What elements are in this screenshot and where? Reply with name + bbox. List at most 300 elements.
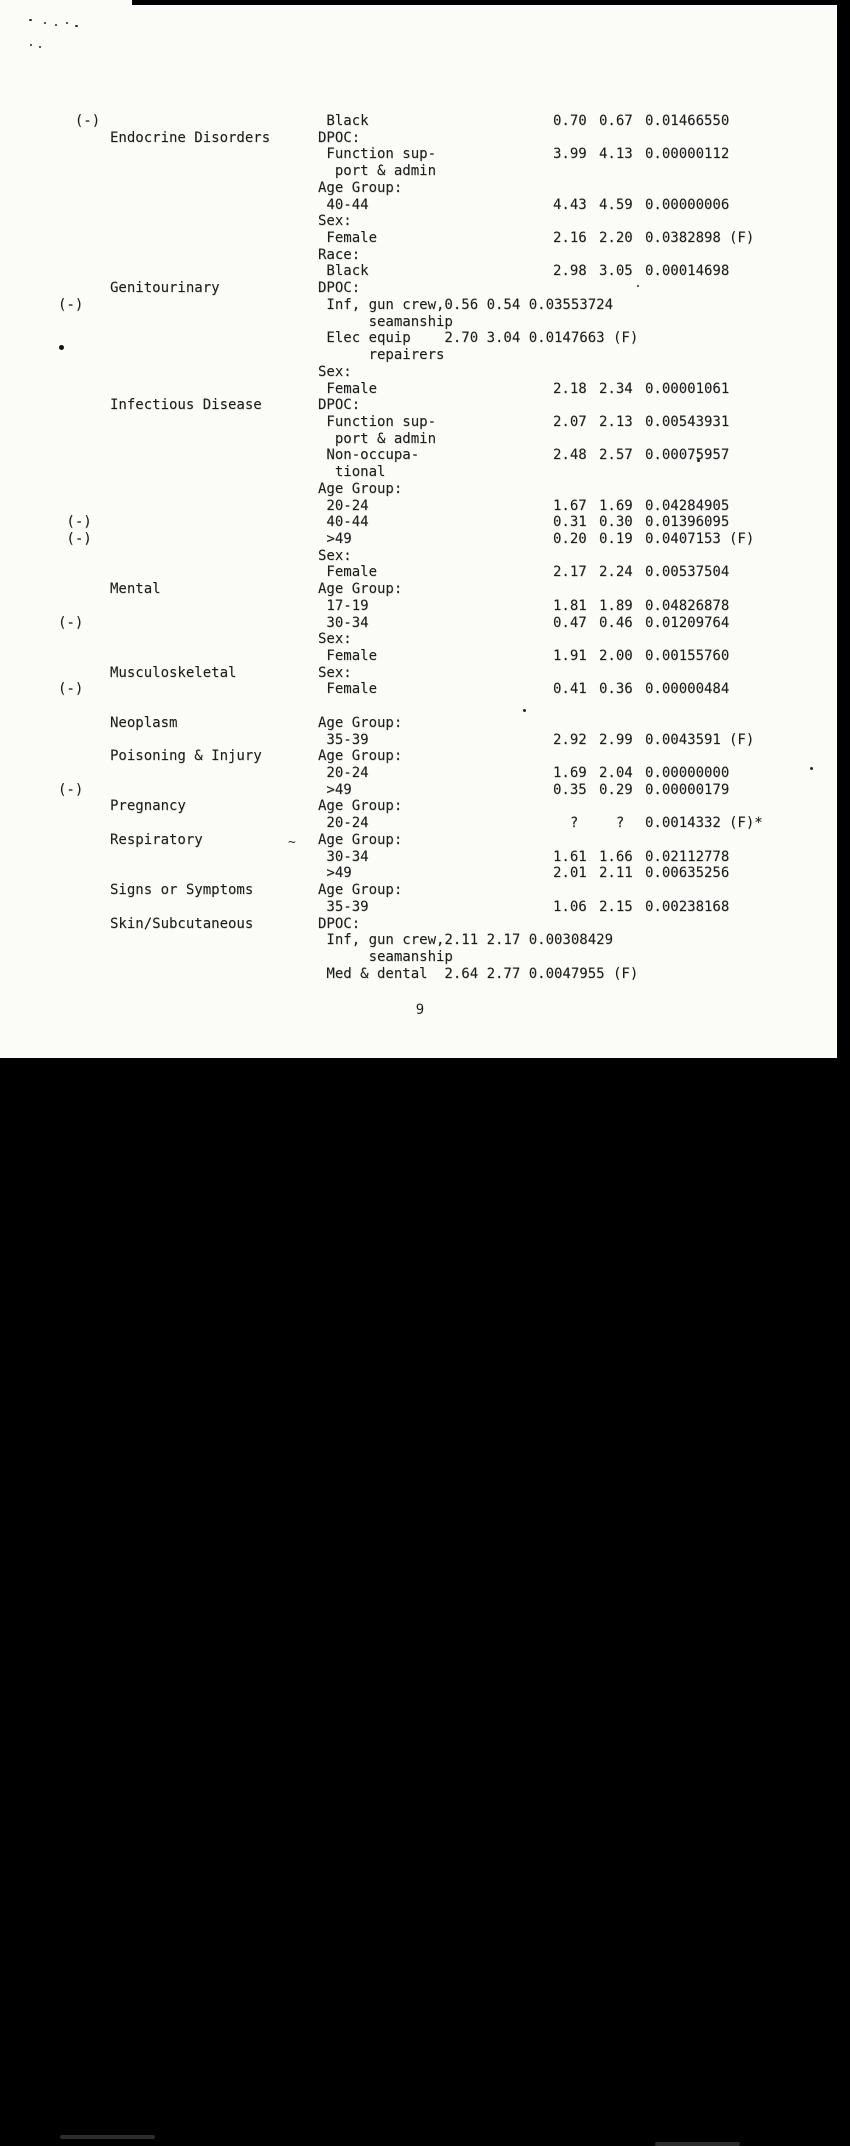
row-label: Age Group: — [318, 179, 403, 196]
scan-artifact — [44, 22, 46, 24]
row-value-2: 4.13 — [599, 146, 633, 163]
table-row — [58, 447, 763, 464]
row-value-1: 0.47 — [553, 614, 587, 631]
scanned-page — [0, 0, 840, 1060]
row-category — [110, 481, 318, 498]
row-label: Age Group: — [318, 714, 403, 731]
row-marker — [58, 481, 110, 498]
row-value-3: 0.04284905 — [645, 497, 730, 514]
table-row — [58, 932, 763, 949]
row-marker — [58, 230, 110, 247]
table-row — [58, 631, 763, 648]
table-row — [58, 698, 763, 715]
row-marker — [58, 631, 110, 648]
scan-edge-bottom — [0, 1058, 850, 1103]
table-row — [58, 899, 763, 916]
row-value-1 — [553, 916, 599, 933]
row-value-3 — [645, 748, 729, 765]
row-text: Inf, gun crew,0.56 0.54 0.03553724 — [318, 296, 614, 313]
row-value-2 — [599, 213, 645, 230]
row-value-3 — [645, 247, 729, 264]
row-label: 20-24 — [318, 815, 369, 832]
row-marker — [58, 665, 110, 682]
row-value-2 — [599, 798, 645, 815]
row-value-1 — [553, 347, 599, 364]
row-label: 35-39 — [318, 731, 369, 748]
row-marker: (-) — [58, 530, 92, 547]
row-value-1 — [553, 631, 599, 648]
row-label: 30-34 — [318, 614, 369, 631]
row-value-1: 2.16 — [553, 230, 587, 247]
table-row — [58, 949, 763, 966]
row-marker — [58, 431, 110, 448]
row-value-3: 0.00001061 — [645, 380, 730, 397]
table-row — [58, 782, 763, 799]
row-category — [110, 765, 318, 782]
row-value-1 — [553, 163, 599, 180]
row-value-3 — [645, 163, 729, 180]
table-row — [58, 564, 763, 581]
table-row — [58, 865, 763, 882]
table-row — [58, 247, 763, 264]
row-label: Female — [318, 380, 378, 397]
row-value-1 — [553, 832, 599, 849]
row-value-2 — [599, 548, 645, 565]
row-marker — [58, 548, 110, 565]
table-row — [58, 113, 763, 130]
table-row — [58, 297, 763, 314]
row-value-1: ? — [553, 815, 579, 832]
row-category — [110, 615, 318, 632]
page-number: 9 — [415, 1002, 425, 1018]
table-row — [58, 966, 763, 983]
row-label: 17-19 — [318, 597, 369, 614]
scan-artifact — [60, 2135, 155, 2139]
row-value-2 — [599, 180, 645, 197]
table-row — [58, 364, 763, 381]
row-value-1: 2.98 — [553, 263, 587, 280]
row-category — [110, 180, 318, 197]
scan-artifact: ~ — [288, 835, 296, 850]
row-label: Age Group: — [318, 798, 403, 815]
row-category: Endocrine Disorders — [110, 129, 271, 146]
row-value-3 — [645, 364, 729, 381]
row-value-2 — [599, 581, 645, 598]
row-value-3: 0.00155760 — [645, 648, 730, 664]
row-marker — [58, 364, 110, 381]
row-category — [110, 113, 318, 130]
row-value-2 — [599, 397, 645, 414]
row-category — [110, 698, 318, 715]
row-marker — [58, 330, 110, 347]
row-value-2: 3.05 — [599, 263, 633, 280]
row-value-1: 0.31 — [553, 514, 587, 531]
row-value-1 — [553, 748, 599, 765]
row-value-2: 0.19 — [599, 530, 633, 547]
table-row — [58, 882, 763, 899]
row-label: Function sup- — [318, 146, 437, 163]
row-value-2: 0.29 — [599, 781, 633, 798]
row-value-1: 1.81 — [553, 597, 587, 614]
table-row — [58, 481, 763, 498]
row-value-2: 1.89 — [599, 597, 633, 614]
row-marker — [58, 280, 110, 297]
row-category — [110, 849, 318, 866]
row-marker — [58, 932, 110, 949]
row-value-2: 0.36 — [599, 681, 633, 698]
row-marker — [58, 381, 110, 398]
row-category — [110, 414, 318, 431]
row-value-3: 0.02112778 — [645, 848, 730, 865]
row-value-3 — [645, 347, 729, 364]
row-value-1 — [553, 665, 599, 682]
row-marker — [58, 498, 110, 515]
row-marker — [58, 882, 110, 899]
row-category — [110, 648, 318, 665]
row-value-2 — [599, 347, 645, 364]
row-marker — [58, 464, 110, 481]
row-value-3: 0.0407153 — [645, 530, 721, 547]
row-value-1: 3.99 — [553, 146, 587, 163]
row-value-1 — [553, 364, 599, 381]
row-value-1 — [553, 581, 599, 598]
row-value-2 — [599, 916, 645, 933]
row-value-3: 0.0043591 — [645, 731, 721, 748]
scan-artifact — [29, 19, 32, 21]
row-marker — [58, 715, 110, 732]
row-value-3 — [645, 464, 729, 481]
row-value-2 — [599, 364, 645, 381]
row-label: Female — [318, 648, 378, 664]
row-value-1: 2.18 — [553, 380, 587, 397]
table-row — [58, 498, 763, 515]
row-label: 40-44 — [318, 514, 369, 531]
row-category: Poisoning & Injury — [110, 748, 262, 765]
table-row — [58, 146, 763, 163]
row-marker — [58, 146, 110, 163]
row-value-1 — [553, 481, 599, 498]
row-value-2: 0.46 — [599, 614, 633, 631]
table-row — [58, 916, 763, 933]
row-category: Mental — [110, 581, 161, 598]
row-value-2: 4.59 — [599, 196, 633, 213]
row-label: Sex: — [318, 213, 352, 230]
row-label: Age Group: — [318, 882, 403, 899]
row-value-1 — [553, 698, 599, 715]
row-category — [110, 247, 318, 264]
table-row — [58, 798, 763, 815]
row-value-3: 0.00000179 — [645, 781, 730, 798]
table-row — [58, 548, 763, 565]
row-marker — [58, 581, 110, 598]
row-category — [110, 498, 318, 515]
row-category: Skin/Subcutaneous — [110, 915, 254, 932]
row-label: Function sup- — [318, 413, 437, 430]
row-label: seamanship — [318, 948, 453, 965]
scan-artifact — [66, 22, 68, 24]
table-row — [58, 230, 763, 247]
row-value-1 — [553, 464, 599, 481]
row-value-2 — [599, 748, 645, 765]
row-category — [110, 782, 318, 799]
row-value-2 — [599, 464, 645, 481]
row-value-2 — [599, 314, 645, 331]
row-marker — [58, 949, 110, 966]
table-row — [58, 598, 763, 615]
row-label: DPOC: — [318, 129, 361, 146]
row-marker — [58, 263, 110, 280]
row-marker: (-) — [58, 681, 84, 698]
row-text: Inf, gun crew,2.11 2.17 0.00308429 — [318, 932, 614, 949]
row-marker — [58, 832, 110, 849]
row-value-2 — [599, 280, 645, 297]
row-category — [110, 347, 318, 364]
row-category — [110, 932, 318, 949]
row-category — [110, 531, 318, 548]
row-value-3 — [645, 832, 729, 849]
row-category: Musculoskeletal — [110, 664, 237, 681]
row-value-2 — [599, 247, 645, 264]
row-value-2 — [599, 631, 645, 648]
row-value-3: 0.00000006 — [645, 196, 730, 213]
row-value-2: 1.69 — [599, 497, 633, 514]
row-label: Female — [318, 564, 378, 581]
row-category — [110, 447, 318, 464]
row-value-3: 0.00537504 — [645, 564, 730, 581]
row-value-1 — [553, 548, 599, 565]
row-category — [110, 681, 318, 698]
table-row — [58, 748, 763, 765]
row-marker: (-) — [58, 614, 84, 631]
document-lines — [58, 113, 763, 982]
table-row — [58, 263, 763, 280]
row-label: >49 — [318, 865, 352, 882]
row-label: Sex: — [318, 363, 352, 380]
row-category — [110, 548, 318, 565]
row-marker — [58, 397, 110, 414]
row-category — [110, 949, 318, 966]
row-marker — [58, 163, 110, 180]
table-row — [58, 832, 763, 849]
row-value-3 — [645, 581, 729, 598]
row-value-1: 0.35 — [553, 781, 587, 798]
table-row — [58, 180, 763, 197]
row-label: >49 — [318, 781, 352, 798]
row-value-3 — [645, 665, 729, 682]
row-label: Female — [318, 681, 378, 698]
row-value-3 — [645, 698, 729, 715]
row-label: Female — [318, 230, 378, 247]
row-label: Race: — [318, 246, 361, 263]
row-marker — [58, 197, 110, 214]
table-row — [58, 414, 763, 431]
row-value-2 — [599, 832, 645, 849]
row-category — [110, 364, 318, 381]
row-value-1: 2.92 — [553, 731, 587, 748]
row-category: Pregnancy — [110, 798, 186, 815]
row-label: Sex: — [318, 631, 352, 648]
row-category — [110, 263, 318, 280]
row-category — [110, 431, 318, 448]
table-row — [58, 464, 763, 481]
row-value-1: 2.07 — [553, 413, 587, 430]
table-row — [58, 163, 763, 180]
row-value-1: 2.17 — [553, 564, 587, 581]
row-value-2 — [599, 882, 645, 899]
row-value-3 — [645, 280, 729, 297]
row-marker — [58, 732, 110, 749]
table-row — [58, 732, 763, 749]
scan-edge-top — [132, 0, 850, 5]
row-value-3: 0.00075957 — [645, 447, 730, 464]
row-text: Med & dental 2.64 2.77 0.0047955 (F) — [318, 965, 639, 982]
row-marker: (-) — [58, 296, 84, 313]
table-row — [58, 681, 763, 698]
row-marker — [58, 966, 110, 983]
scan-artifact — [55, 24, 57, 26]
table-row — [58, 330, 763, 347]
row-label: seamanship — [318, 313, 453, 330]
row-value-2: 2.99 — [599, 731, 633, 748]
row-category — [110, 163, 318, 180]
row-marker — [58, 213, 110, 230]
row-value-3: 0.0382898 — [645, 230, 721, 247]
row-value-2 — [599, 431, 645, 448]
row-category — [110, 464, 318, 481]
row-category — [110, 815, 318, 832]
table-row — [58, 280, 763, 297]
row-marker — [58, 916, 110, 933]
row-category — [110, 330, 318, 347]
row-value-1 — [553, 314, 599, 331]
row-label — [318, 698, 553, 715]
row-category — [110, 564, 318, 581]
row-category — [110, 514, 318, 531]
table-row — [58, 665, 763, 682]
row-category — [110, 381, 318, 398]
row-value-1: 1.61 — [553, 848, 587, 865]
row-value-3: 0.00000484 — [645, 681, 730, 698]
row-category — [110, 314, 318, 331]
row-value-3 — [645, 631, 729, 648]
row-value-1: 2.01 — [553, 865, 587, 882]
row-marker — [58, 865, 110, 882]
row-value-1: 2.48 — [553, 447, 587, 464]
row-value-3: 0.01466550 — [645, 113, 730, 129]
row-label: tional — [318, 464, 386, 481]
table-row — [58, 397, 763, 414]
row-marker — [58, 314, 110, 331]
row-category — [110, 230, 318, 247]
row-value-3 — [645, 130, 729, 147]
row-value-2: 2.24 — [599, 564, 633, 581]
table-row — [58, 531, 763, 548]
row-marker — [58, 447, 110, 464]
row-category: Infectious Disease — [110, 397, 262, 414]
row-value-3 — [645, 916, 729, 933]
row-marker — [58, 347, 110, 364]
row-label: Sex: — [318, 547, 352, 564]
row-label: DPOC: — [318, 280, 361, 297]
row-marker — [58, 765, 110, 782]
row-category — [110, 966, 318, 983]
table-row — [58, 130, 763, 147]
row-value-2 — [599, 130, 645, 147]
row-value-3 — [645, 481, 729, 498]
row-label: Age Group: — [318, 748, 403, 765]
row-category — [110, 631, 318, 648]
row-label: 20-24 — [318, 497, 369, 514]
row-label: Non-occupa- — [318, 447, 420, 464]
row-marker — [58, 414, 110, 431]
table-row — [58, 431, 763, 448]
row-value-3 — [645, 949, 729, 966]
row-value-3: 0.01209764 — [645, 614, 730, 631]
scan-edge-right — [837, 0, 850, 1103]
row-marker: (-) — [58, 781, 84, 798]
row-marker — [58, 849, 110, 866]
row-marker — [58, 748, 110, 765]
scan-artifact — [30, 44, 32, 46]
row-flag: (F) — [729, 731, 755, 748]
row-marker — [58, 247, 110, 264]
row-value-3: 0.04826878 — [645, 597, 730, 614]
table-row — [58, 648, 763, 665]
row-marker — [58, 815, 110, 832]
row-value-3: 0.00014698 — [645, 263, 730, 280]
row-marker — [58, 598, 110, 615]
row-label: >49 — [318, 530, 352, 547]
row-value-1 — [553, 280, 599, 297]
row-value-2: 2.00 — [599, 648, 633, 664]
row-value-1 — [553, 180, 599, 197]
row-label: DPOC: — [318, 915, 361, 932]
row-marker — [58, 899, 110, 916]
row-value-2 — [599, 665, 645, 682]
row-label: Age Group: — [318, 480, 403, 497]
row-value-2: 2.34 — [599, 380, 633, 397]
table-row — [58, 581, 763, 598]
row-value-3 — [645, 397, 729, 414]
row-value-3 — [645, 715, 729, 732]
row-category — [110, 732, 318, 749]
scan-artifact — [75, 25, 78, 27]
row-label: DPOC: — [318, 397, 361, 414]
row-marker — [58, 564, 110, 581]
row-value-2: 2.04 — [599, 765, 633, 782]
row-value-2: ? — [599, 815, 625, 832]
row-value-3: 0.00635256 — [645, 865, 730, 882]
row-flag: (F) — [729, 230, 755, 247]
row-marker — [58, 698, 110, 715]
table-row — [58, 514, 763, 531]
row-category — [110, 213, 318, 230]
row-value-2: 2.15 — [599, 898, 633, 915]
row-value-3 — [645, 213, 729, 230]
row-value-2 — [599, 481, 645, 498]
row-value-1 — [553, 882, 599, 899]
row-value-3 — [645, 180, 729, 197]
row-category — [110, 598, 318, 615]
row-label: 35-39 — [318, 898, 369, 915]
row-value-1 — [553, 798, 599, 815]
row-label: Sex: — [318, 664, 352, 681]
row-value-2: 1.66 — [599, 848, 633, 865]
row-marker: (-) — [58, 514, 92, 531]
row-value-1 — [553, 949, 599, 966]
row-value-1 — [553, 715, 599, 732]
row-marker — [58, 648, 110, 665]
